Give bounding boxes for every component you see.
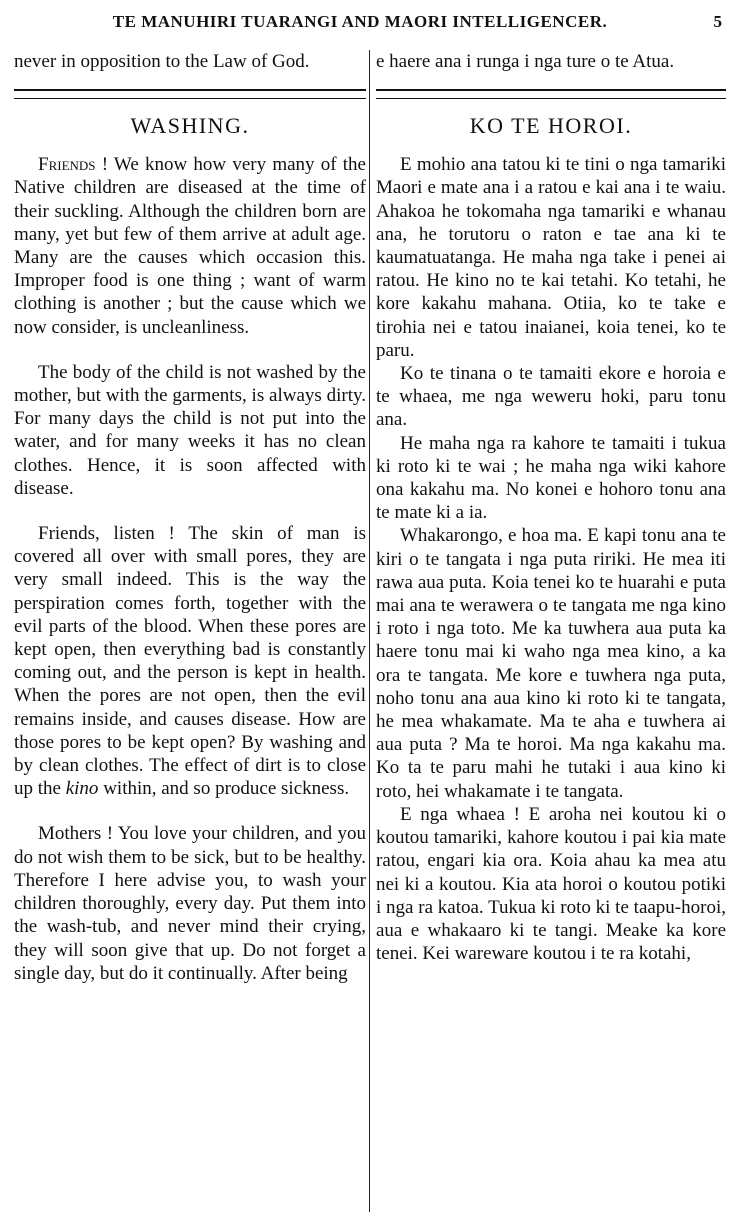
page-number: 5: [713, 12, 722, 31]
english-paragraph-4: Mothers ! You love your children, and you do not wish them to be sick, but to be healthy. Therefore I here advise you, to wash your children thoroughly, every day. Put them into the wash-tub, and never mind their crying, they will soon give that up. Do not forget a single day, but do it continually. After being: [14, 823, 366, 984]
section-rule: [14, 89, 366, 99]
paragraph-text: Friends, listen ! The skin of man is covered all over with small pores, they are very small indeed. This is the way the perspiration comes forth, together with the evil parts of the blood. When these pores are kept open, then everything bad is constantly coming out, and the person is kept in health. When the pores are not open, then the evil remains inside, and causes disease. How are those pores to be kept open? By washing and by clean clothes. The effect of dirt is to close up the: [14, 523, 366, 800]
maori-paragraph-3: He maha nga ra kahore te tamaiti i tukua ki roto ki te wai ; he maha nga wiki kahore ona kakahu ma. No konei e hohoro tonu ana te mate ki a ia.: [376, 432, 726, 524]
maori-paragraph-4: Whakarongo, e hoa ma. E kapi tonu ana te kiri o te tangata i nga puta ririki. He mea iti rawa aua puta. Koia tenei ko te huarahi e puta mai ana te werawera o te tangata me nga kino i roto i nga toto. Me ka tuwhera aua puta ka haere tonu mai ki waho nga mea kino, a ka ora te tangata. Me kore e tuwhera nga puta, noho tonu ana aua kino ki roto ki te tangata, he mea whakamate. Ma te aha e tuwhera ai aua puta ? Ma te horoi. Ma nga kakahu ma. Ko ta te paru mahi he tutaki i aua kino ki roto, hei whakamate i te tangata.: [376, 525, 726, 802]
english-paragraph-3: [14, 522, 366, 800]
paragraph-lead: Friends !: [38, 154, 109, 176]
paragraph-text: within, and so produce sickness.: [98, 778, 350, 800]
italic-word: kino: [65, 778, 99, 800]
english-column: [14, 50, 366, 1210]
english-heading: WASHING.: [130, 113, 250, 139]
paragraph-text: We know how very many of the Native children are diseased at the time of their suckling. Although the children born are many, yet but few of them arrive at adult age. Many are the causes which occasion this. Improper food is one thing ; want of warm clothing is another ; but the cause which we now consider, is uncleanliness.: [14, 154, 366, 338]
maori-heading: KO TE HOROI.: [469, 113, 633, 139]
section-rule: [376, 89, 726, 99]
maori-paragraph-1: E mohio ana tatou ki te tini o nga tamariki Maori e mate ana i a ratou e kai ana i te waiu. Ahakoa he tokomaha nga tamariki e whanau ana, he torutoru o raton e tae ana ki te kaumatuatanga. He maha nga take i penei ai ratou. He kino no te kai tetahi. Ko tetahi, he kore kakahu mahana. Otiia, ko te take e tirohia nei e tatou inaianei, koia tenei, ko te paru.: [376, 154, 726, 361]
english-paragraph-1: [14, 153, 366, 339]
english-paragraph-2: The body of the child is not washed by the mother, but with the garments, is always dirty. For many days the child is not put into the water, and for many weeks it has no clean clothes. Hence, it is soon affected with disease.: [14, 361, 366, 499]
maori-continuation: e haere ana i runga i nga ture o te Atua.: [376, 51, 675, 72]
column-divider: [369, 50, 370, 1212]
page-header: [0, 12, 742, 40]
english-continuation: never in opposition to the Law of God.: [14, 51, 310, 72]
maori-paragraph-2: Ko te tinana o te tamaiti ekore e horoia e te whaea, me nga weweru hoki, paru tonu ana.: [376, 363, 726, 431]
running-title: TE MANUHIRI TUARANGI AND MAORI INTELLIGENCER.: [112, 12, 608, 31]
maori-paragraph-5: E nga whaea ! E aroha nei koutou ki o koutou tamariki, kahore koutou i pai kia mate ratou, engari kia ora. Koia ahau ka mea atu nei ki a koutou. Kia ata horoi o koutou potiki i nga ra katoa. Tukua ki roto ki te taapu-horoi, aua e whakaaro ki te tangi. Meake ka kore tenei. Kei wareware koutou i te ra kotahi,: [376, 803, 726, 965]
maori-column: [376, 50, 726, 1210]
